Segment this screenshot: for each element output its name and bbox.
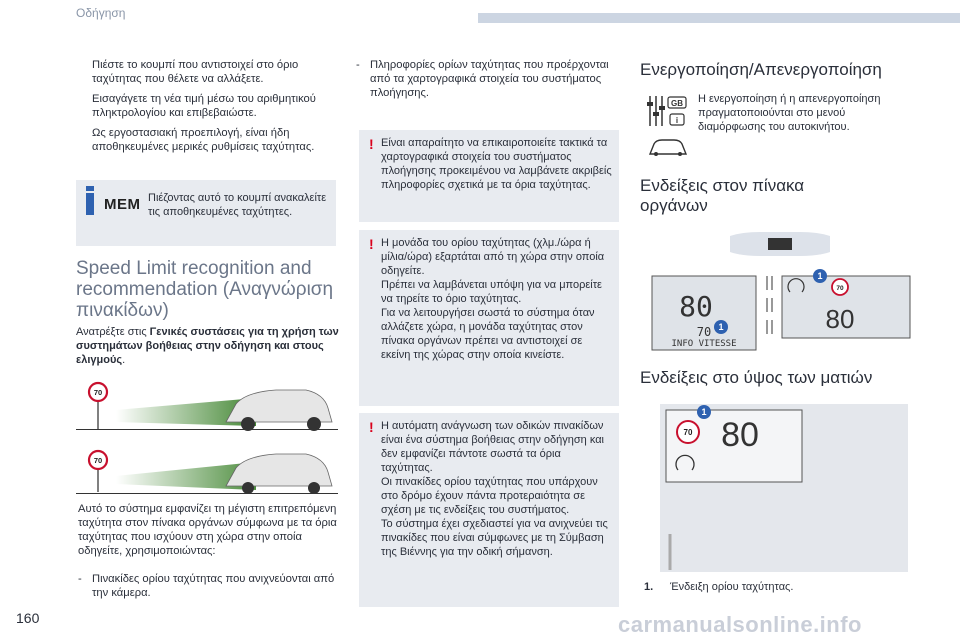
page-number: 160 xyxy=(16,610,40,626)
warning-text: Η μονάδα του ορίου ταχύτητας (χλμ./ώρα ή μίλια/ώρα) εξαρτάται από τη χώρα στην οποία οδηγείτε. Πρέπει να λαμβάνεται υπόψη για να μπορείτε να τηρείτε το όριο ταχύτητας. Για να λειτουργήσει σωστά το σύστημα όταν αλλάζετε χώρα, η μονάδα ταχύτητας στον πίνακα οργάνων πρέπει να αντιστοιχεί σε εκείνη της χώρας στην οποία κινείστε. xyxy=(381,237,605,361)
dash-marker: - xyxy=(78,573,82,585)
hud-speed: 80 xyxy=(721,416,759,454)
gb-badge-text: GB xyxy=(671,99,683,108)
section-title: Speed Limit recognition and recommendation (Αναγνώριση πινακίδων) xyxy=(76,258,334,321)
warning-icon: ! xyxy=(369,136,374,152)
car-navigation-illustration xyxy=(76,446,338,496)
hud-limit-sign: 70 xyxy=(683,428,693,437)
bullet-item xyxy=(78,58,340,86)
warning-box xyxy=(359,230,619,406)
header-bar xyxy=(478,13,960,23)
warning-icon: ! xyxy=(369,419,374,435)
warning-text: Είναι απαραίτητο να επικαιροποιείτε τακτικά τα χαρτογραφικά στοιχεία του συστήματος πλοήγησης προκειμένου να λαμβάνετε ακριβείς πληροφορίες σχετικά με τα όρια ταχύτητας. xyxy=(381,137,612,191)
car-camera-illustration xyxy=(76,372,338,434)
bullet-list xyxy=(78,58,340,160)
bullet-text: Εισαγάγετε τη νέα τιμή μέσω του αριθμητικού πληκτρολογίου και επιβεβαιώστε. xyxy=(92,93,316,119)
road-line xyxy=(76,429,338,430)
legend-number: 1. xyxy=(644,581,654,593)
intro-prefix: Ανατρέξτε στις xyxy=(76,326,150,338)
callout-badge: 1 xyxy=(697,405,711,419)
dash-marker: - xyxy=(356,59,360,71)
bullet-marker-icon xyxy=(78,126,92,154)
activation-text: Η ενεργοποίηση ή η απενεργοποίηση πραγματοποιούνται στο μενού διαμόρφωσης του αυτοκινήτου. xyxy=(698,93,881,133)
dashboard-title: Ενδείξεις στον πίνακα οργάνων xyxy=(640,176,805,215)
info-text: Πιέζοντας αυτό το κουμπί ανακαλείτε τις αποθηκευμένες ταχύτητες. xyxy=(148,192,327,218)
head-up-display-illustration xyxy=(660,404,910,574)
callout-badge: 1 xyxy=(813,269,827,283)
description-paragraph: Αυτό το σύστημα εμφανίζει τη μέγιστη επιτρεπόμενη ταχύτητα στον πίνακα οργάνων σύμφωνα με τα όρια ταχύτητας που ισχύουν στη χώρα στην οποία οδηγείτε, χρησιμοποιώντας: xyxy=(78,503,337,557)
bullet-text: Ως εργοστασιακή προεπιλογή, είναι ήδη αποθηκευμένες μερικές ρυθμίσεις ταχύτητας. xyxy=(92,127,315,153)
bullet-item xyxy=(78,92,340,120)
section-intro xyxy=(76,325,341,367)
dash-item xyxy=(78,572,340,600)
intro-bold-link: Γενικές συστάσεις για τη χρήση των συστημάτων βοήθειας στην οδήγηση και στους ελιγμούς xyxy=(76,326,339,366)
intro-suffix: . xyxy=(122,354,126,366)
watermark-text: carmanualsonline.info xyxy=(618,612,862,637)
bullet-marker-icon xyxy=(78,58,92,86)
dash-item-text: Πληροφορίες ορίων ταχύτητας που προέρχονται από τα χαρτογραφικά στοιχεία του συστήματος πλοήγησης. xyxy=(370,59,609,99)
hud-title: Ενδείξεις στο ύψος των ματιών xyxy=(640,368,873,387)
road-line xyxy=(76,493,338,494)
bullet-item xyxy=(78,126,340,154)
sign-value: 70 xyxy=(93,388,103,397)
warning-box xyxy=(359,130,619,222)
cluster-caption: INFO VITESSE xyxy=(671,339,737,349)
cluster-limit-digital: 70 xyxy=(696,325,712,339)
mem-button-label: MEM xyxy=(104,196,141,213)
dash-item xyxy=(356,58,618,100)
dash-item-text: Πινακίδες ορίου ταχύτητας που ανιχνεύονται από την κάμερα. xyxy=(92,573,335,599)
cluster-speed: 80 xyxy=(825,304,855,334)
settings-menu-icon xyxy=(644,92,690,162)
callout-badge: 1 xyxy=(714,320,728,334)
warning-text: Η αυτόματη ανάγνωση των οδικών πινακίδων είναι ένα σύστημα βοήθειας στην οδήγηση και δεν εμφανίζει πάντοτε σωστά τα όρια ταχύτητας. Οι πινακίδες ορίου ταχύτητας που υπάρχουν στο δρόμο έχουν πάντα προτεραιότητα σε σχέση με τις ενδείξεις του συστήματος. Το σύστημα έχει σχεδιαστεί για να ανιχνεύει τις πινακίδες που είναι σύμφωνες με τη Σύμβαση της Βιέννης για την οδική σήμανση. xyxy=(381,420,608,558)
activation-title: Ενεργοποίηση/Απενεργοποίηση xyxy=(640,60,882,79)
warning-box xyxy=(359,413,619,607)
sign-value: 70 xyxy=(93,456,103,465)
cluster-speed: 80 xyxy=(679,290,713,323)
warning-icon: ! xyxy=(369,236,374,252)
instrument-cluster-illustration xyxy=(650,228,912,354)
cluster-limit-sign: 70 xyxy=(836,285,844,292)
bullet-text: Πιέστε το κουμπί που αντιστοιχεί στο όριο ταχύτητας που θέλετε να αλλάξετε. xyxy=(92,59,299,85)
bullet-marker-icon xyxy=(78,92,92,120)
legend-text: Ένδειξη ορίου ταχύτητας. xyxy=(670,581,794,593)
info-badge-text: i xyxy=(675,116,679,125)
info-icon xyxy=(86,193,94,215)
header-section-title: Οδήγηση xyxy=(76,6,126,20)
